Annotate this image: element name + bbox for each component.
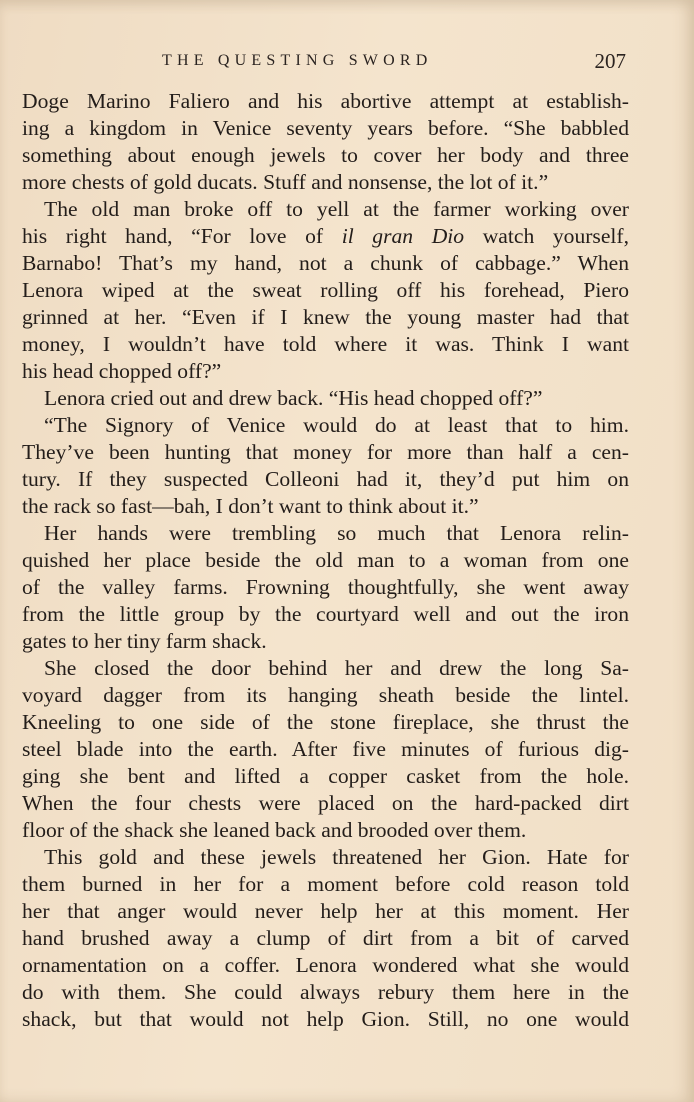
body-text [22, 88, 629, 1033]
text-line: do with them. She could always rebury them here in the [22, 980, 629, 1004]
text-line: from the little group by the courtyard well and out the iron [22, 602, 629, 626]
text-line: ing a kingdom in Venice seventy years before. “She babbled [22, 116, 629, 140]
text-line: ging she bent and lifted a copper casket from the hole. [22, 764, 629, 788]
italic-phrase: il gran Dio [341, 224, 465, 248]
text-line: hand brushed away a clump of dirt from a bit of carved [22, 926, 629, 950]
text-line: “The Signory of Venice would do at least that to him. [44, 413, 629, 437]
text-line: They’ve been hunting that money for more than half a cen- [22, 440, 629, 464]
text-line: Barnabo! That’s my hand, not a chunk of cabbage.” When [22, 251, 629, 275]
text-line: something about enough jewels to cover her body and three [22, 143, 629, 167]
text-line: more chests of gold ducats. Stuff and nonsense, the lot of it.” [22, 170, 549, 194]
text-line: She closed the door behind her and drew the long Sa- [44, 656, 629, 680]
text-line: This gold and these jewels threatened her Gion. Hate for [44, 845, 629, 869]
text-line: When the four chests were placed on the hard-packed dirt [22, 791, 629, 815]
text-line: them burned in her for a moment before cold reason told [22, 872, 629, 896]
text-line: Lenora wiped at the sweat rolling off his forehead, Piero [22, 278, 629, 302]
text-line: tury. If they suspected Colleoni had it, they’d put him on [22, 467, 629, 491]
text-line: Her hands were trembling so much that Lenora relin- [44, 521, 629, 545]
running-title: THE QUESTING SWORD [162, 52, 433, 69]
page-header [22, 50, 626, 80]
text-line: grinned at her. “Even if I knew the young master had that [22, 305, 629, 329]
text-line: of the valley farms. Frowning thoughtfully, she went away [22, 575, 629, 599]
text-line: Doge Marino Faliero and his abortive attempt at establish- [22, 89, 629, 113]
text-line: ornamentation on a coffer. Lenora wondered what she would [22, 953, 629, 977]
text-line: gates to her tiny farm shack. [22, 629, 267, 653]
text-line: the rack so fast—bah, I don’t want to think about it.” [22, 494, 479, 518]
text-line: voyard dagger from its hanging sheath beside the lintel. [22, 683, 629, 707]
text-line: floor of the shack she leaned back and brooded over them. [22, 818, 527, 842]
text-line: his right hand, “For love of il gran Dio watch yourself, [22, 224, 630, 248]
text-line: money, I wouldn’t have told where it was. Think I want [22, 332, 629, 356]
text-line: shack, but that would not help Gion. Still, no one would [22, 1007, 629, 1031]
text-line: her that anger would never help her at this moment. Her [22, 899, 629, 923]
text-line: his head chopped off?” [22, 359, 222, 383]
text-line: Lenora cried out and drew back. “His head chopped off?” [44, 386, 543, 410]
text-line: The old man broke off to yell at the farmer working over [44, 197, 629, 221]
page-number: 207 [594, 49, 626, 73]
text-line: steel blade into the earth. After five minutes of furious dig- [22, 737, 629, 761]
text-line: Kneeling to one side of the stone fireplace, she thrust the [22, 710, 629, 734]
text-line: quished her place beside the old man to a woman from one [22, 548, 629, 572]
